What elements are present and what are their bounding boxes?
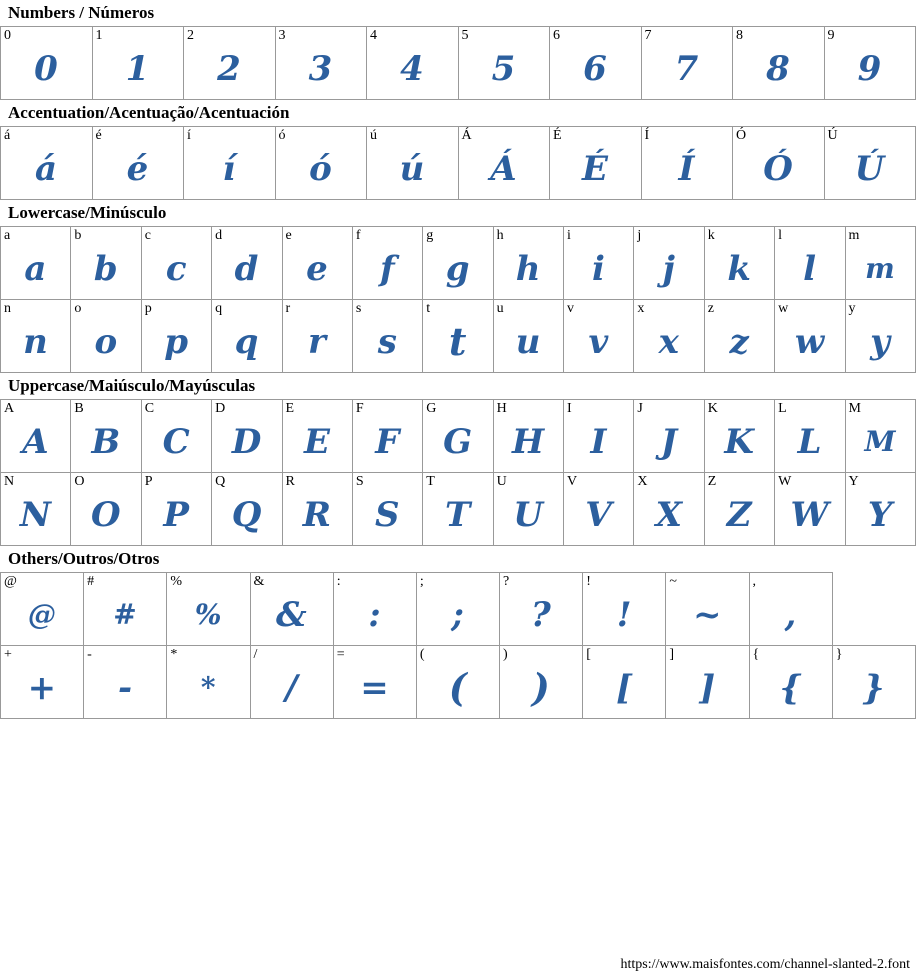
char-label: 9 [827, 28, 835, 43]
glyph-cell-slash[interactable] [250, 646, 333, 719]
glyph-cell-e[interactable] [282, 227, 352, 300]
char-glyph: b [93, 249, 119, 289]
glyph-cell-y[interactable] [845, 300, 916, 373]
char-label: ? [503, 574, 510, 589]
char-label: M [848, 401, 861, 416]
glyph-cell-2[interactable] [184, 27, 276, 100]
char-label: Y [848, 474, 859, 489]
glyph-cell-x[interactable] [634, 300, 704, 373]
char-glyph: P [163, 495, 190, 535]
char-glyph: G [443, 422, 473, 462]
char-glyph: E [303, 422, 331, 462]
glyph-cell-0[interactable] [1, 27, 93, 100]
char-glyph: ! [616, 595, 632, 635]
char-glyph: g [445, 249, 471, 289]
char-label: e [285, 228, 292, 243]
glyph-cell-h[interactable] [493, 227, 563, 300]
char-label: g [426, 228, 434, 243]
char-label: ] [669, 647, 675, 662]
glyph-cell-T[interactable] [423, 473, 493, 546]
glyph-cell-U[interactable] [493, 473, 563, 546]
glyph-table-lowercase [0, 226, 916, 373]
char-label: 3 [278, 28, 286, 43]
char-label: w [778, 301, 789, 316]
char-label: F [355, 401, 364, 416]
glyph-cell-equals[interactable] [333, 646, 416, 719]
char-glyph: j [662, 249, 676, 289]
char-label: Á [461, 128, 472, 143]
char-glyph: 5 [491, 49, 516, 89]
char-label: J [637, 401, 643, 416]
char-label: T [426, 474, 435, 489]
char-label: Q [215, 474, 226, 489]
char-label: k [707, 228, 715, 243]
char-label: ; [419, 574, 424, 589]
table-row [1, 300, 916, 373]
glyph-cell-i[interactable] [564, 227, 634, 300]
glyph-cell-hash[interactable] [84, 573, 167, 646]
char-label: , [752, 574, 757, 589]
glyph-cell-at[interactable] [1, 573, 84, 646]
glyph-cell-X[interactable] [634, 473, 704, 546]
char-glyph: o [94, 322, 118, 362]
char-label: ó [278, 128, 286, 143]
glyph-cell-e-acute[interactable] [92, 127, 184, 200]
glyph-cell-5[interactable] [458, 27, 550, 100]
char-label: 7 [644, 28, 652, 43]
glyph-cell-6[interactable] [550, 27, 642, 100]
glyph-cell-K[interactable] [704, 400, 774, 473]
char-label: u [496, 301, 504, 316]
char-glyph: & [276, 595, 308, 635]
glyph-cell-paren-close[interactable] [500, 646, 583, 719]
char-glyph: Á [490, 149, 518, 189]
char-label: 0 [4, 28, 11, 43]
char-label: é [95, 128, 102, 143]
glyph-cell-k[interactable] [704, 227, 774, 300]
glyph-cell-m[interactable] [845, 227, 916, 300]
glyph-cell-percent[interactable] [167, 573, 250, 646]
char-glyph: r [307, 322, 327, 362]
glyph-cell-ampersand[interactable] [250, 573, 333, 646]
char-glyph: W [790, 495, 830, 535]
char-glyph: # [113, 598, 138, 631]
char-label: 2 [187, 28, 194, 43]
glyph-cell-paren-open[interactable] [416, 646, 499, 719]
table-row [1, 400, 916, 473]
glyph-cell-P[interactable] [141, 473, 211, 546]
glyph-cell-tilde[interactable] [666, 573, 749, 646]
glyph-cell-Z[interactable] [704, 473, 774, 546]
char-glyph: a [24, 249, 47, 289]
char-glyph: M [864, 425, 896, 458]
glyph-cell-B[interactable] [71, 400, 141, 473]
char-glyph: L [797, 422, 823, 462]
glyph-cell-Y[interactable] [845, 473, 916, 546]
source-url[interactable]: https://www.maisfontes.com/channel-slanted-2.font [620, 957, 910, 972]
glyph-cell-3[interactable] [275, 27, 367, 100]
glyph-cell-8[interactable] [733, 27, 825, 100]
glyph-cell-bracket-open[interactable] [583, 646, 666, 719]
char-label: n [4, 301, 11, 316]
char-label: ú [370, 128, 377, 143]
char-label: h [496, 228, 504, 243]
char-glyph: V [585, 495, 613, 535]
glyph-cell-M[interactable] [845, 400, 916, 473]
char-label: Í [644, 128, 650, 143]
glyph-cell-o-acute[interactable] [275, 127, 367, 200]
char-glyph: S [375, 495, 401, 535]
char-glyph: R [302, 495, 332, 535]
glyph-cell-9[interactable] [824, 27, 916, 100]
glyph-cell-U-acute[interactable] [824, 127, 916, 200]
char-label: í [187, 128, 191, 143]
char-glyph: + [27, 668, 57, 708]
glyph-cell-O-acute[interactable] [733, 127, 825, 200]
glyph-cell-comma[interactable] [749, 573, 832, 646]
char-label: a [4, 228, 11, 243]
char-glyph: 2 [217, 49, 242, 89]
glyph-cell-minus[interactable] [84, 646, 167, 719]
glyph-cell-W[interactable] [775, 473, 845, 546]
char-label: o [74, 301, 82, 316]
glyph-table-numbers [0, 26, 916, 100]
char-label: ~ [669, 574, 677, 589]
char-glyph: y [870, 322, 891, 362]
glyph-cell-v[interactable] [564, 300, 634, 373]
glyph-cell-j[interactable] [634, 227, 704, 300]
char-label: A [4, 401, 15, 416]
char-glyph: t [448, 319, 467, 364]
char-glyph: J [660, 422, 678, 462]
char-glyph: e [306, 249, 329, 289]
glyph-cell-asterisk[interactable] [167, 646, 250, 719]
char-label: Ú [827, 128, 838, 143]
char-glyph: O [91, 495, 122, 535]
glyph-cell-E[interactable] [282, 400, 352, 473]
char-label: ! [586, 574, 591, 589]
char-glyph: 8 [766, 49, 791, 89]
char-label: q [215, 301, 223, 316]
char-glyph: i [591, 249, 606, 289]
glyph-cell-semicolon[interactable] [416, 573, 499, 646]
char-glyph: [ [615, 668, 633, 708]
glyph-cell-4[interactable] [367, 27, 459, 100]
glyph-cell-s[interactable] [352, 300, 422, 373]
glyph-cell-c[interactable] [141, 227, 211, 300]
glyph-cell-t[interactable] [423, 300, 493, 373]
char-glyph: D [231, 422, 262, 462]
char-glyph: ) [531, 665, 551, 710]
glyph-cell-A[interactable] [1, 400, 71, 473]
glyph-cell-f[interactable] [352, 227, 422, 300]
char-label: P [144, 474, 153, 489]
char-glyph: Z [726, 495, 753, 535]
char-glyph: q [234, 322, 259, 362]
char-glyph: ~ [692, 595, 722, 635]
char-glyph: h [515, 249, 541, 289]
char-label: # [87, 574, 95, 589]
char-glyph: u [515, 322, 541, 362]
glyph-cell-G[interactable] [423, 400, 493, 473]
glyph-cell-Q[interactable] [212, 473, 282, 546]
char-glyph: { [779, 668, 802, 708]
char-glyph: N [19, 495, 52, 535]
char-glyph: É [582, 149, 609, 189]
glyph-cell-u[interactable] [493, 300, 563, 373]
glyph-cell-u-acute[interactable] [367, 127, 459, 200]
glyph-cell-d[interactable] [212, 227, 282, 300]
char-label: H [496, 401, 507, 416]
char-glyph: 6 [583, 49, 608, 89]
table-row [1, 573, 916, 646]
char-label: É [553, 128, 562, 143]
char-label: p [144, 301, 152, 316]
char-label: % [170, 574, 183, 589]
char-glyph: p [164, 322, 189, 362]
table-row [1, 27, 916, 100]
char-label: ) [503, 647, 508, 662]
char-label: l [778, 228, 783, 243]
glyph-cell-o[interactable] [71, 300, 141, 373]
char-label: B [74, 401, 84, 416]
char-label: & [253, 574, 265, 589]
table-row [1, 127, 916, 200]
char-label: s [355, 301, 362, 316]
char-glyph: H [512, 422, 545, 462]
char-label: z [707, 301, 714, 316]
char-label: : [336, 574, 341, 589]
glyph-cell-7[interactable] [641, 27, 733, 100]
char-glyph: k [727, 249, 752, 289]
char-label: ( [419, 647, 425, 662]
char-glyph: - [117, 668, 133, 708]
char-glyph: @ [27, 598, 57, 631]
glyph-cell-p[interactable] [141, 300, 211, 373]
char-label: á [4, 128, 11, 143]
glyph-table-others [0, 572, 916, 719]
char-glyph: é [126, 149, 149, 189]
char-label: i [567, 228, 571, 243]
glyph-cell-colon[interactable] [333, 573, 416, 646]
glyph-table-uppercase [0, 399, 916, 546]
char-label: 4 [370, 28, 377, 43]
char-glyph: z [729, 322, 750, 362]
char-glyph: d [234, 249, 259, 289]
glyph-cell-a-acute[interactable] [1, 127, 93, 200]
char-label: j [637, 228, 642, 243]
char-glyph: % [194, 598, 222, 631]
char-glyph: I [590, 422, 607, 462]
glyph-cell-A-acute[interactable] [458, 127, 550, 200]
char-label: + [4, 647, 12, 662]
glyph-cell-C[interactable] [141, 400, 211, 473]
char-label: 8 [736, 28, 743, 43]
char-glyph: A [22, 422, 50, 462]
glyph-cell-F[interactable] [352, 400, 422, 473]
char-glyph: 4 [400, 49, 425, 89]
char-glyph: ; [451, 595, 465, 635]
glyph-cell-z[interactable] [704, 300, 774, 373]
glyph-cell-L[interactable] [775, 400, 845, 473]
glyph-cell-R[interactable] [282, 473, 352, 546]
glyph-cell-J[interactable] [634, 400, 704, 473]
char-glyph: : [368, 595, 382, 635]
glyph-cell-l[interactable] [775, 227, 845, 300]
char-label: 5 [461, 28, 469, 43]
char-label: v [567, 301, 574, 316]
char-glyph: ó [309, 149, 333, 189]
char-label: O [74, 474, 85, 489]
glyph-cell-bracket-close[interactable] [666, 646, 749, 719]
glyph-cell-q[interactable] [212, 300, 282, 373]
char-glyph: , [784, 595, 797, 635]
char-glyph: l [803, 249, 817, 289]
char-label: t [426, 301, 431, 316]
char-glyph: ú [399, 149, 425, 189]
glyph-cell-i-acute[interactable] [184, 127, 276, 200]
glyph-cell-H[interactable] [493, 400, 563, 473]
char-glyph: n [23, 322, 49, 362]
char-glyph: U [513, 495, 544, 535]
char-glyph: Í [678, 149, 695, 189]
char-glyph: Q [231, 495, 262, 535]
glyph-cell-V[interactable] [564, 473, 634, 546]
glyph-cell-N[interactable] [1, 473, 71, 546]
char-glyph: ( [448, 665, 468, 710]
char-glyph: m [865, 252, 896, 285]
glyph-cell-g[interactable] [423, 227, 493, 300]
char-label: c [144, 228, 151, 243]
glyph-cell-I[interactable] [564, 400, 634, 473]
char-label: f [355, 228, 361, 243]
char-glyph: C [162, 422, 191, 462]
char-label: L [778, 401, 787, 416]
char-label: = [336, 647, 345, 662]
char-label: V [567, 474, 578, 489]
char-glyph: c [165, 249, 188, 289]
char-glyph: 3 [308, 49, 333, 89]
char-label: U [496, 474, 507, 489]
char-label: X [637, 474, 648, 489]
section-title-others: Others/Outros/Otros [8, 549, 160, 568]
glyph-cell-brace-close[interactable] [832, 646, 915, 719]
char-glyph: / [285, 668, 299, 708]
glyph-cell-brace-open[interactable] [749, 646, 832, 719]
char-label: - [87, 647, 92, 662]
char-glyph: 1 [125, 49, 150, 89]
glyph-cell-n[interactable] [1, 300, 71, 373]
glyph-cell-I-acute[interactable] [641, 127, 733, 200]
char-label: { [752, 647, 760, 662]
char-glyph: } [862, 668, 886, 708]
char-label: 1 [95, 28, 103, 43]
char-label: @ [4, 574, 17, 589]
char-glyph: w [794, 322, 825, 362]
table-row [1, 227, 916, 300]
char-glyph: B [91, 422, 121, 462]
glyph-cell-O[interactable] [71, 473, 141, 546]
char-glyph: v [588, 322, 609, 362]
char-glyph: f [379, 249, 396, 289]
section-title-uppercase: Uppercase/Maiúsculo/Mayúsculas [8, 376, 256, 395]
char-glyph: T [445, 495, 471, 535]
char-label: D [215, 401, 226, 416]
char-label: I [567, 401, 572, 416]
char-glyph: á [34, 149, 58, 189]
char-glyph: 9 [857, 49, 882, 89]
char-label: Ó [736, 128, 747, 143]
glyph-cell-w[interactable] [775, 300, 845, 373]
char-glyph: 0 [34, 49, 59, 89]
char-glyph: x [658, 322, 680, 362]
glyph-cell-S[interactable] [352, 473, 422, 546]
glyph-cell-1[interactable] [92, 27, 184, 100]
glyph-cell-a[interactable] [1, 227, 71, 300]
char-label: Z [707, 474, 717, 489]
glyph-cell-plus[interactable] [1, 646, 84, 719]
char-label: G [426, 401, 437, 416]
char-glyph: 7 [674, 49, 699, 89]
glyph-cell-r[interactable] [282, 300, 352, 373]
char-glyph: K [724, 422, 755, 462]
char-label: } [835, 647, 843, 662]
table-row [1, 646, 916, 719]
glyph-cell-E-acute[interactable] [550, 127, 642, 200]
char-label: / [253, 647, 258, 662]
char-label: m [848, 228, 860, 243]
char-glyph: ] [699, 668, 716, 708]
glyph-cell-exclamation[interactable] [583, 573, 666, 646]
section-title-numbers: Numbers / Números [8, 3, 155, 22]
char-label: r [285, 301, 291, 316]
char-label: x [637, 301, 645, 316]
char-glyph: = [360, 668, 390, 708]
char-label: d [215, 228, 223, 243]
char-glyph: Y [867, 495, 893, 535]
char-label: S [355, 474, 364, 489]
char-glyph: s [377, 322, 398, 362]
char-glyph: X [655, 495, 683, 535]
char-label: E [285, 401, 295, 416]
glyph-cell-D[interactable] [212, 400, 282, 473]
char-label: * [170, 647, 178, 662]
char-glyph: * [200, 671, 216, 704]
char-glyph: Ó [763, 149, 794, 189]
char-label: b [74, 228, 82, 243]
glyph-cell-question[interactable] [500, 573, 583, 646]
char-label: N [4, 474, 15, 489]
char-label: C [144, 401, 155, 416]
char-label: y [848, 301, 856, 316]
char-glyph: F [375, 422, 400, 462]
char-glyph: ? [530, 595, 552, 635]
char-label: W [778, 474, 792, 489]
char-label: [ [586, 647, 591, 662]
char-label: K [707, 401, 718, 416]
char-glyph: Ú [854, 149, 885, 189]
section-title-lowercase: Lowercase/Minúsculo [8, 203, 167, 222]
glyph-table-accentuation [0, 126, 916, 200]
char-label: 6 [553, 28, 560, 43]
section-title-accentuation: Accentuation/Acentuação/Acentuación [8, 103, 290, 122]
glyph-cell-b[interactable] [71, 227, 141, 300]
char-label: R [285, 474, 295, 489]
char-glyph: í [222, 149, 236, 189]
table-row [1, 473, 916, 546]
